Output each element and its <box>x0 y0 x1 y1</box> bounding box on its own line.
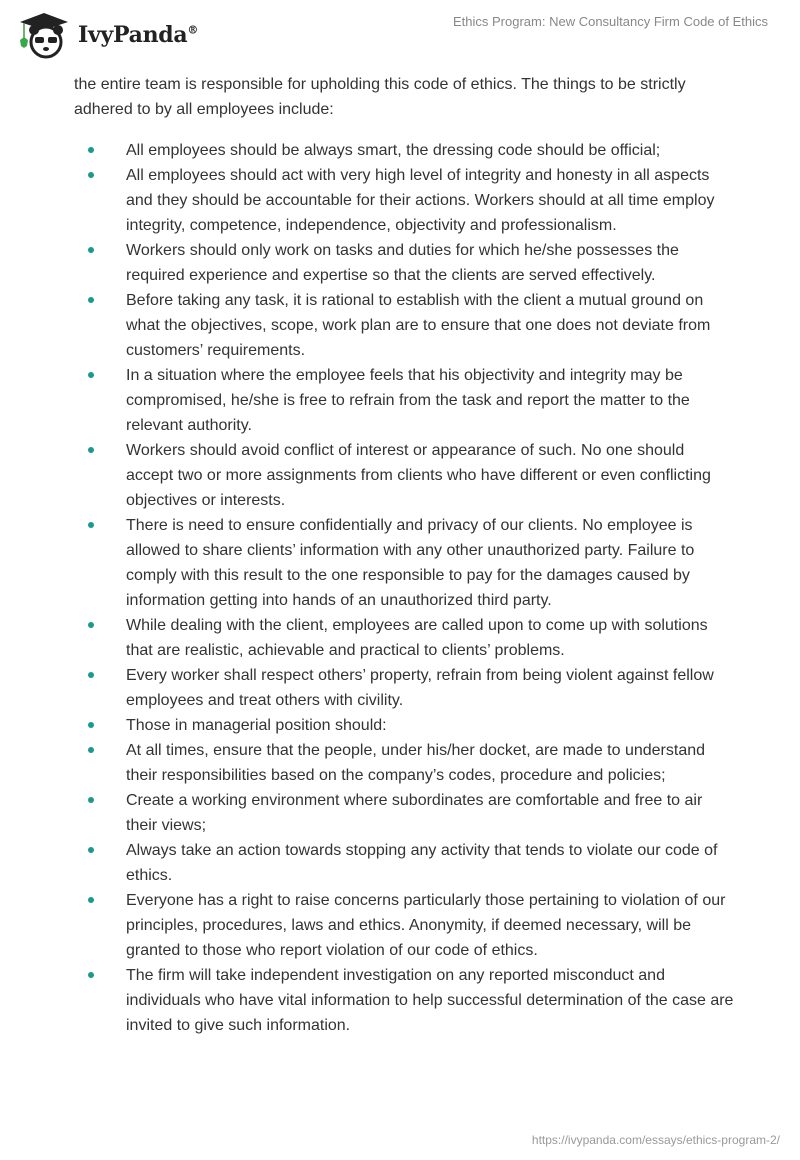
list-item-text: At all times, ensure that the people, under his/her docket, are made to understand their responsibilities based on the company’s codes, procedure and policies; <box>126 742 706 784</box>
list-item <box>74 513 734 613</box>
list-item-text: Create a working environment where subordinates are comfortable and free to air their views; <box>126 792 703 834</box>
list-item-text: All employees should be always smart, the dressing code should be official; <box>126 142 661 159</box>
list-item-text: Every worker shall respect others’ property, refrain from being violent against fellow employees and treat others with civility. <box>126 667 714 709</box>
bullet-icon <box>88 447 94 453</box>
list-item-text: All employees should act with very high level of integrity and honesty in all aspects and they should be accountable for their actions. Workers should at all time employ integrity, competence, independence, objectivity and professionalism. <box>126 167 715 234</box>
list-item <box>74 288 734 363</box>
list-item <box>74 438 734 513</box>
document-body <box>74 72 734 1038</box>
list-item <box>74 838 734 888</box>
bullet-icon <box>88 297 94 303</box>
list-item-text: Before taking any task, it is rational to establish with the client a mutual ground on what the objectives, scope, work plan are to ensure that one does not deviate from customers’ requirements. <box>126 292 711 359</box>
list-item <box>74 788 734 838</box>
list-item <box>74 738 734 788</box>
list-item-text: Workers should only work on tasks and duties for which he/she possesses the required experience and expertise so that the clients are served effectively. <box>126 242 679 284</box>
logo-text: IvyPanda® <box>78 22 199 48</box>
ethics-list <box>74 138 734 1038</box>
ivypanda-logo[interactable] <box>16 10 198 60</box>
bullet-icon <box>88 522 94 528</box>
list-item <box>74 613 734 663</box>
footer-url[interactable]: https://ivypanda.com/essays/ethics-program-2/ <box>531 1133 780 1147</box>
panda-graduate-icon <box>16 10 72 60</box>
list-item-text: Always take an action towards stopping any activity that tends to violate our code of ethics. <box>126 842 718 884</box>
list-item <box>74 138 734 163</box>
bullet-icon <box>88 247 94 253</box>
list-item-text: The firm will take independent investigation on any reported misconduct and individuals who have vital information to help successful determination of the case are invited to give such information. <box>126 967 734 1034</box>
bullet-icon <box>88 747 94 753</box>
list-item-text: Those in managerial position should: <box>126 717 387 734</box>
bullet-icon <box>88 147 94 153</box>
list-item <box>74 713 734 738</box>
list-item-text: Workers should avoid conflict of interest or appearance of such. No one should accept two or more assignments from clients who have different or even conflicting objectives or interests. <box>126 442 711 509</box>
bullet-icon <box>88 847 94 853</box>
bullet-icon <box>88 672 94 678</box>
bullet-icon <box>88 972 94 978</box>
list-item-text: In a situation where the employee feels that his objectivity and integrity may be compromised, he/she is free to refrain from the task and report the matter to the relevant authority. <box>126 367 690 434</box>
list-item <box>74 888 734 963</box>
bullet-icon <box>88 722 94 728</box>
bullet-icon <box>88 797 94 803</box>
list-item <box>74 163 734 238</box>
bullet-icon <box>88 897 94 903</box>
list-item-text: Everyone has a right to raise concerns particularly those pertaining to violation of our principles, procedures, laws and ethics. Anonymity, if deemed necessary, will be granted to those who report violation of our code of ethics. <box>126 892 726 959</box>
bullet-icon <box>88 172 94 178</box>
list-item <box>74 663 734 713</box>
list-item <box>74 963 734 1038</box>
bullet-icon <box>88 622 94 628</box>
list-item-text: There is need to ensure confidentially and privacy of our clients. No employee is allowed to share clients’ information with any other unauthorized party. Failure to comply with this result to the one responsible to pay for the damages caused by information getting into hands of an unauthorized third party. <box>126 517 695 609</box>
list-item <box>74 238 734 288</box>
list-item <box>74 363 734 438</box>
intro-paragraph: the entire team is responsible for upholding this code of ethics. The things to be strictly adhered to by all employees include: <box>74 76 686 118</box>
list-item-text: While dealing with the client, employees are called upon to come up with solutions that are realistic, achievable and practical to clients’ problems. <box>126 617 708 659</box>
bullet-icon <box>88 372 94 378</box>
document-title: Ethics Program: New Consultancy Firm Code of Ethics <box>453 14 768 29</box>
